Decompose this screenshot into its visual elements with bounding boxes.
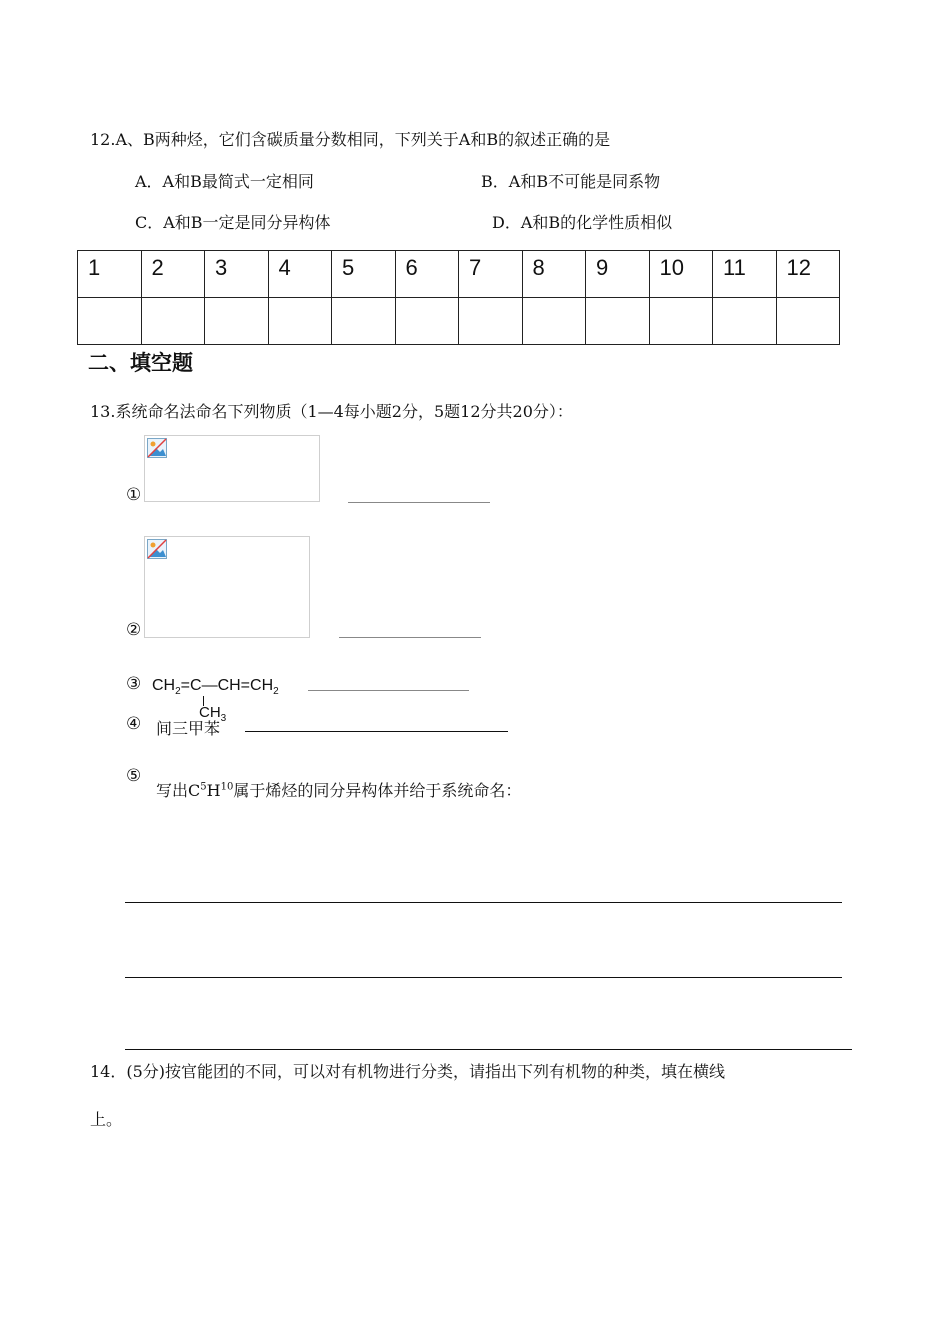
answer-table-header-row bbox=[78, 251, 840, 298]
item-5-text-part: 属于烯烃的同分异构体并给于系统命名： bbox=[233, 781, 522, 800]
answer-number-cell: 10 bbox=[649, 251, 713, 298]
formula-subscript: 2 bbox=[175, 686, 181, 698]
answer-blank-4[interactable] bbox=[245, 731, 508, 732]
answer-line[interactable] bbox=[125, 902, 842, 903]
item-number: ⑤ bbox=[126, 766, 142, 786]
answer-blank-1[interactable] bbox=[348, 502, 490, 503]
answer-number-cell: 12 bbox=[776, 251, 840, 298]
answer-cell[interactable] bbox=[522, 298, 586, 345]
answer-number-cell: 8 bbox=[522, 251, 586, 298]
answer-cell[interactable] bbox=[586, 298, 650, 345]
answer-cell[interactable] bbox=[649, 298, 713, 345]
q12-option-d: D．A和B的化学性质相似 bbox=[492, 213, 673, 232]
answer-number-cell: 2 bbox=[141, 251, 205, 298]
answer-table-answer-row bbox=[78, 298, 840, 345]
structural-formula bbox=[152, 677, 279, 697]
q12-option-c: C．A和B一定是同分异构体 bbox=[135, 213, 331, 232]
q14-stem-line1: 14．(5分)按官能团的不同，可以对有机物进行分类，请指出下列有机物的种类，填在横线 bbox=[90, 1062, 726, 1081]
broken-image-icon bbox=[147, 539, 167, 559]
item-number: ② bbox=[126, 620, 142, 640]
q14-stem-line2: 上。 bbox=[90, 1110, 123, 1129]
item-number: ① bbox=[126, 485, 142, 505]
answer-line[interactable] bbox=[125, 977, 842, 978]
answer-cell[interactable] bbox=[78, 298, 142, 345]
item-5-text-part: 写出C bbox=[156, 781, 201, 800]
item-5-text-part: H bbox=[206, 781, 221, 800]
item-text: 间三甲苯 bbox=[156, 719, 221, 738]
section-title: 二、填空题 bbox=[88, 351, 193, 375]
answer-cell[interactable] bbox=[395, 298, 459, 345]
answer-cell[interactable] bbox=[776, 298, 840, 345]
answer-cell[interactable] bbox=[459, 298, 523, 345]
branch-part: CH bbox=[199, 704, 221, 721]
answer-cell[interactable] bbox=[268, 298, 332, 345]
broken-image-icon bbox=[147, 438, 167, 458]
answer-cell[interactable] bbox=[141, 298, 205, 345]
answer-number-cell: 6 bbox=[395, 251, 459, 298]
answer-cell[interactable] bbox=[205, 298, 269, 345]
item-number: ④ bbox=[126, 714, 142, 734]
q12-option-b: B．A和B不可能是同系物 bbox=[481, 172, 661, 191]
q12-option-a: A．A和B最简式一定相同 bbox=[135, 172, 314, 191]
answer-cell[interactable] bbox=[713, 298, 777, 345]
answer-number-cell: 3 bbox=[205, 251, 269, 298]
answer-number-cell: 11 bbox=[713, 251, 777, 298]
item-5-superscript: 10 bbox=[220, 781, 234, 793]
answer-cell[interactable] bbox=[332, 298, 396, 345]
formula-part: CH bbox=[152, 677, 176, 694]
answer-number-cell: 9 bbox=[586, 251, 650, 298]
answer-table bbox=[77, 250, 840, 345]
answer-number-cell: 1 bbox=[78, 251, 142, 298]
formula-part: =C—CH=CH bbox=[180, 677, 274, 694]
answer-number-cell: 4 bbox=[268, 251, 332, 298]
q13-stem: 13.系统命名法命名下列物质（1—4每小题2分，5题12分共20分）： bbox=[90, 402, 573, 421]
item-5-text bbox=[156, 778, 521, 801]
answer-blank-3[interactable] bbox=[308, 690, 469, 691]
answer-number-cell: 7 bbox=[459, 251, 523, 298]
answer-blank-2[interactable] bbox=[339, 637, 481, 638]
q12-stem: 12.A、B两种烃，它们含碳质量分数相同，下列关于A和B的叙述正确的是 bbox=[90, 130, 611, 149]
branch-subscript: 3 bbox=[220, 713, 227, 724]
answer-line[interactable] bbox=[125, 1049, 852, 1050]
item-number: ③ bbox=[126, 674, 142, 694]
formula-subscript: 2 bbox=[273, 686, 279, 698]
structure-image-2 bbox=[144, 536, 310, 638]
item-5-superscript: 5 bbox=[200, 781, 207, 793]
answer-number-cell: 5 bbox=[332, 251, 396, 298]
structure-image-1 bbox=[144, 435, 320, 502]
